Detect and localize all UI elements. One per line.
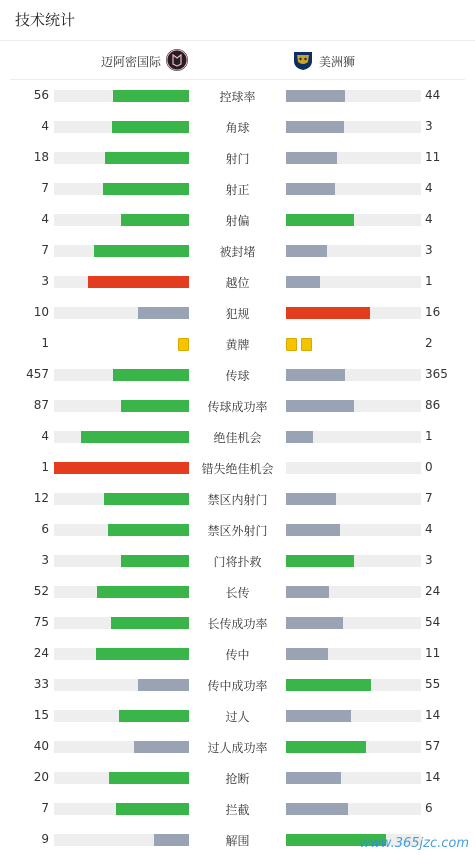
- stat-row: [0, 608, 475, 639]
- section-title: 技术统计: [15, 11, 76, 29]
- home-value: 18: [33, 150, 49, 164]
- away-team-name[interactable]: 美洲狮: [319, 55, 356, 69]
- home-bar-fill: [81, 431, 189, 443]
- home-bar-track: [54, 586, 189, 598]
- home-bar-fill: [97, 586, 189, 598]
- away-value: 86: [425, 398, 441, 412]
- home-bar-track: [54, 90, 189, 102]
- home-bar-track: [54, 710, 189, 722]
- home-bar-fill: [113, 369, 189, 381]
- stat-label: 长传: [225, 586, 250, 600]
- away-value: 6: [425, 801, 433, 815]
- away-bar-fill: [286, 307, 370, 319]
- away-bar-track: [286, 121, 421, 133]
- away-bar-track: [286, 555, 421, 567]
- home-bar-fill: [96, 648, 189, 660]
- home-bar-fill: [138, 307, 189, 319]
- away-value: 4: [425, 181, 433, 195]
- home-value: 52: [33, 584, 49, 598]
- home-bar-fill: [134, 741, 189, 753]
- stat-row: [0, 391, 475, 422]
- away-bar-track: [286, 648, 421, 660]
- home-value: 56: [33, 88, 49, 102]
- away-value: 3: [425, 553, 433, 567]
- stat-row: [0, 701, 475, 732]
- away-bar-fill: [286, 803, 348, 815]
- stat-row: [0, 732, 475, 763]
- away-value: 4: [425, 522, 433, 536]
- stat-row: [0, 484, 475, 515]
- home-value: 33: [33, 677, 49, 691]
- home-bar-track: [54, 307, 189, 319]
- watermark: www.365jzc.com: [359, 836, 469, 851]
- away-bar-fill: [286, 245, 327, 257]
- away-bar-fill: [286, 369, 345, 381]
- stat-label: 解围: [225, 834, 250, 848]
- home-value: 10: [33, 305, 49, 319]
- stat-label: 门将扑救: [213, 555, 262, 569]
- away-value: 55: [425, 677, 441, 691]
- away-value: 11: [425, 646, 441, 660]
- stat-label: 过人: [225, 710, 250, 724]
- home-bar-track: [54, 555, 189, 567]
- home-bar-fill: [111, 617, 189, 629]
- away-bar-track: [286, 710, 421, 722]
- home-value: 4: [41, 119, 49, 133]
- away-bar-track: [286, 493, 421, 505]
- away-bar-fill: [286, 710, 351, 722]
- home-bar-track: [54, 369, 189, 381]
- stat-label: 绝佳机会: [213, 431, 262, 445]
- away-value: 3: [425, 243, 433, 257]
- home-bar-track: [54, 152, 189, 164]
- teams-header: [0, 42, 475, 80]
- home-bar-fill: [103, 183, 189, 195]
- home-bar-track: [54, 183, 189, 195]
- stat-row: [0, 515, 475, 546]
- away-value: 57: [425, 739, 441, 753]
- stat-label: 长传成功率: [207, 617, 268, 631]
- away-bar-track: [286, 152, 421, 164]
- away-value: 44: [425, 88, 441, 102]
- away-bar-track: [286, 214, 421, 226]
- home-bar-track: [54, 245, 189, 257]
- away-bar-track: [286, 307, 421, 319]
- home-value: 4: [41, 429, 49, 443]
- yellow-card-icon: [286, 338, 297, 351]
- home-bar-track: [54, 803, 189, 815]
- home-bar-track: [54, 400, 189, 412]
- away-bar-fill: [286, 276, 320, 288]
- home-bar-track: [54, 214, 189, 226]
- home-value: 87: [33, 398, 49, 412]
- stat-row: [0, 577, 475, 608]
- teams-divider: [10, 79, 465, 80]
- away-value: 1: [425, 429, 433, 443]
- away-value: 7: [425, 491, 433, 505]
- away-bar-fill: [286, 183, 335, 195]
- away-value: 24: [425, 584, 441, 598]
- home-bar-fill: [154, 834, 189, 846]
- stat-label: 传球: [225, 369, 250, 383]
- away-bar-track: [286, 276, 421, 288]
- stat-label: 被封堵: [219, 245, 256, 259]
- home-value: 7: [41, 801, 49, 815]
- away-bar-fill: [286, 90, 345, 102]
- home-bar-track: [54, 648, 189, 660]
- stat-label: 射正: [225, 183, 250, 197]
- stat-row: [0, 267, 475, 298]
- away-bar-track: [286, 772, 421, 784]
- home-bar-fill: [105, 152, 189, 164]
- stat-row: [0, 763, 475, 794]
- home-bar-track: [54, 617, 189, 629]
- home-bar-fill: [104, 493, 189, 505]
- away-value: 14: [425, 708, 441, 722]
- away-bar-fill: [286, 679, 371, 691]
- home-value: 9: [41, 832, 49, 846]
- home-bar-fill: [119, 710, 189, 722]
- inter-miami-crest-icon[interactable]: [166, 49, 188, 71]
- away-value: 1: [425, 274, 433, 288]
- home-bar-track: [54, 524, 189, 536]
- home-bar-track: [54, 772, 189, 784]
- stat-row: [0, 546, 475, 577]
- home-bar-track: [54, 834, 189, 846]
- away-bar-fill: [286, 741, 366, 753]
- home-value: 7: [41, 243, 49, 257]
- away-value: 3: [425, 119, 433, 133]
- stat-row: [0, 298, 475, 329]
- away-value: 4: [425, 212, 433, 226]
- stat-row: [0, 453, 475, 484]
- away-bar-fill: [286, 214, 354, 226]
- stat-label: 传球成功率: [207, 400, 268, 414]
- home-bar-track: [54, 462, 189, 474]
- away-bar-track: [286, 741, 421, 753]
- home-bar-track: [54, 679, 189, 691]
- home-value: 15: [33, 708, 49, 722]
- stat-label: 黄牌: [225, 338, 250, 352]
- stat-label: 犯规: [225, 307, 250, 321]
- stat-label: 射门: [225, 152, 250, 166]
- away-value: 2: [425, 336, 433, 350]
- home-value: 20: [33, 770, 49, 784]
- away-bar-track: [286, 183, 421, 195]
- stat-label: 角球: [225, 121, 250, 135]
- home-bar-track: [54, 431, 189, 443]
- stat-label: 控球率: [219, 90, 256, 104]
- home-bar-fill: [121, 400, 189, 412]
- away-bar-track: [286, 462, 421, 474]
- away-value: 54: [425, 615, 441, 629]
- away-bar-track: [286, 524, 421, 536]
- home-value: 12: [33, 491, 49, 505]
- home-bar-track: [54, 493, 189, 505]
- stat-row: [0, 143, 475, 174]
- stat-row: [0, 236, 475, 267]
- section-header: [0, 0, 475, 41]
- away-value: 0: [425, 460, 433, 474]
- stat-label: 越位: [225, 276, 250, 290]
- home-value: 7: [41, 181, 49, 195]
- home-bar-fill: [116, 803, 189, 815]
- home-bar-fill: [113, 90, 189, 102]
- home-value: 4: [41, 212, 49, 226]
- away-bar-fill: [286, 524, 340, 536]
- home-team-name[interactable]: 迈阿密国际: [100, 55, 161, 69]
- home-value: 1: [41, 460, 49, 474]
- home-bar-track: [54, 121, 189, 133]
- home-bar-fill: [138, 679, 189, 691]
- stat-label: 过人成功率: [207, 741, 268, 755]
- stat-label: 传中: [225, 648, 250, 662]
- stat-label: 射偏: [225, 214, 250, 228]
- stat-label: 禁区外射门: [207, 524, 268, 538]
- away-bar-track: [286, 400, 421, 412]
- away-bar-track: [286, 369, 421, 381]
- home-bar-track: [54, 741, 189, 753]
- home-value: 24: [33, 646, 49, 660]
- away-bar-fill: [286, 586, 329, 598]
- pumas-crest-icon[interactable]: [292, 49, 314, 71]
- stat-row: [0, 670, 475, 701]
- away-bar-fill: [286, 431, 313, 443]
- home-bar-fill: [54, 462, 189, 474]
- stat-row: [0, 174, 475, 205]
- stat-row: [0, 794, 475, 825]
- home-bar-fill: [112, 121, 189, 133]
- home-bar-fill: [88, 276, 189, 288]
- home-value: 6: [41, 522, 49, 536]
- yellow-card-icon: [178, 338, 189, 351]
- stat-row: [0, 329, 475, 360]
- away-bar-track: [286, 679, 421, 691]
- stat-row: [0, 360, 475, 391]
- away-yellow-cards: [286, 338, 316, 350]
- home-yellow-cards: [174, 338, 189, 350]
- away-bar-fill: [286, 617, 343, 629]
- away-bar-track: [286, 245, 421, 257]
- away-bar-track: [286, 90, 421, 102]
- home-bar-fill: [121, 555, 189, 567]
- stat-row: [0, 639, 475, 670]
- away-bar-fill: [286, 555, 354, 567]
- stat-label: 抢断: [225, 772, 250, 786]
- away-value: 16: [425, 305, 441, 319]
- stat-label: 拦截: [225, 803, 250, 817]
- home-bar-track: [54, 276, 189, 288]
- away-bar-fill: [286, 648, 328, 660]
- home-value: 40: [33, 739, 49, 753]
- away-bar-track: [286, 586, 421, 598]
- home-bar-fill: [109, 772, 189, 784]
- home-bar-fill: [94, 245, 189, 257]
- away-bar-track: [286, 617, 421, 629]
- home-bar-fill: [121, 214, 189, 226]
- stat-row: [0, 205, 475, 236]
- stat-row: [0, 112, 475, 143]
- home-value: 1: [41, 336, 49, 350]
- away-bar-fill: [286, 121, 344, 133]
- away-value: 365: [425, 367, 448, 381]
- home-bar-fill: [108, 524, 189, 536]
- away-bar-fill: [286, 772, 341, 784]
- away-bar-track: [286, 803, 421, 815]
- away-bar-fill: [286, 493, 336, 505]
- away-bar-track: [286, 431, 421, 443]
- away-bar-fill: [286, 152, 337, 164]
- stat-label: 禁区内射门: [207, 493, 268, 507]
- stat-row: [0, 81, 475, 112]
- away-value: 14: [425, 770, 441, 784]
- yellow-card-icon: [301, 338, 312, 351]
- stat-label: 错失绝佳机会: [201, 462, 274, 476]
- home-value: 3: [41, 553, 49, 567]
- home-value: 75: [33, 615, 49, 629]
- away-value: 11: [425, 150, 441, 164]
- home-value: 3: [41, 274, 49, 288]
- home-value: 457: [26, 367, 49, 381]
- stat-label: 传中成功率: [207, 679, 268, 693]
- away-bar-fill: [286, 400, 354, 412]
- stat-row: [0, 422, 475, 453]
